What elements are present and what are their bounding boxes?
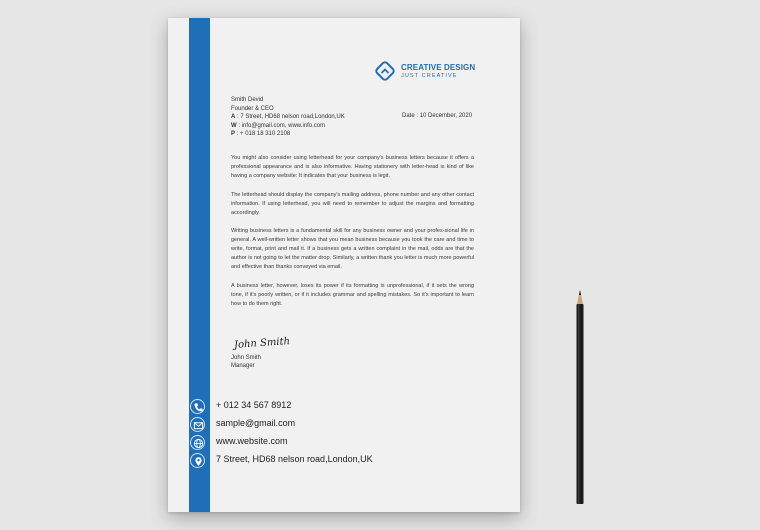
phone-value: : + 018 18 310 2108 [236,131,291,138]
body-paragraph: The letterhead should display the company's mailing address, phone number and any other contact information. If using letterhead, you will need to remember to adjust the margins and formatting accordingly. [231,191,474,216]
company-logo [374,60,484,84]
body-paragraph: You might also consider using letterhead for your company's business letters because it offers a professional appearance and is also informative. Having stationery with letter-head is kind of like having a company website: It indicates that your business is legit. [231,155,474,179]
globe-icon [190,435,205,450]
contact-email-text: sample@gmail.com [216,418,296,428]
phone-label: P [231,131,236,138]
signatory-title: Manager [231,362,255,369]
sender-web [231,122,345,131]
address-value: : 7 Street, HD68 nelson road,London,UK [237,114,345,121]
web-label: W [231,122,237,129]
phone-icon [190,399,205,414]
letter-date: Date : 10 December, 2020 [402,113,473,119]
logo-tagline: JUST CREATIVE [401,73,458,79]
sender-block [231,96,345,139]
web-value: : info@gmail.com, www.info.com [238,122,326,129]
body-paragraph: A business letter, however, loses its power if its formatting is unprofessional, if it sets the wrong tone, if it's poorly written, or if it includes grammar and spelling mistakes. So it's important to learn how to do them right. [231,282,474,307]
letterhead-page [168,18,520,512]
contact-phone-text: + 012 34 567 8912 [216,400,292,410]
handwritten-signature: John Smith [233,336,291,351]
sender-name: Smith Devid [231,97,264,103]
logo-title: CREATIVE DESIGN [401,63,476,72]
letter-body [231,154,474,319]
pencil [574,290,586,506]
sender-phone [231,130,345,139]
body-paragraph: Writing business letters is a fundamental skill for any business owner and your profes-sional life in general. A well-written letter shows that you mean business because you took the care and time to write, format, print and mail it. If a business gets a written complaint in the mail, odds are that the author is not going to let the matter drop. Similarly, a written thank you letter is much more powerful and effective than thanks conveyed via email. [231,228,474,271]
contact-address-text: 7 Street, HD68 nelson road,London,UK [216,454,373,464]
sender-role: Founder & CEO [231,105,274,112]
signatory-name: John Smith [231,355,262,361]
diamond-chevron-icon [374,60,396,82]
signatory-block [231,355,261,370]
address-label: A [231,114,236,121]
sender-address [231,113,345,122]
email-icon [190,417,205,432]
location-pin-icon [190,453,205,468]
contact-website-text: www.website.com [216,436,288,446]
